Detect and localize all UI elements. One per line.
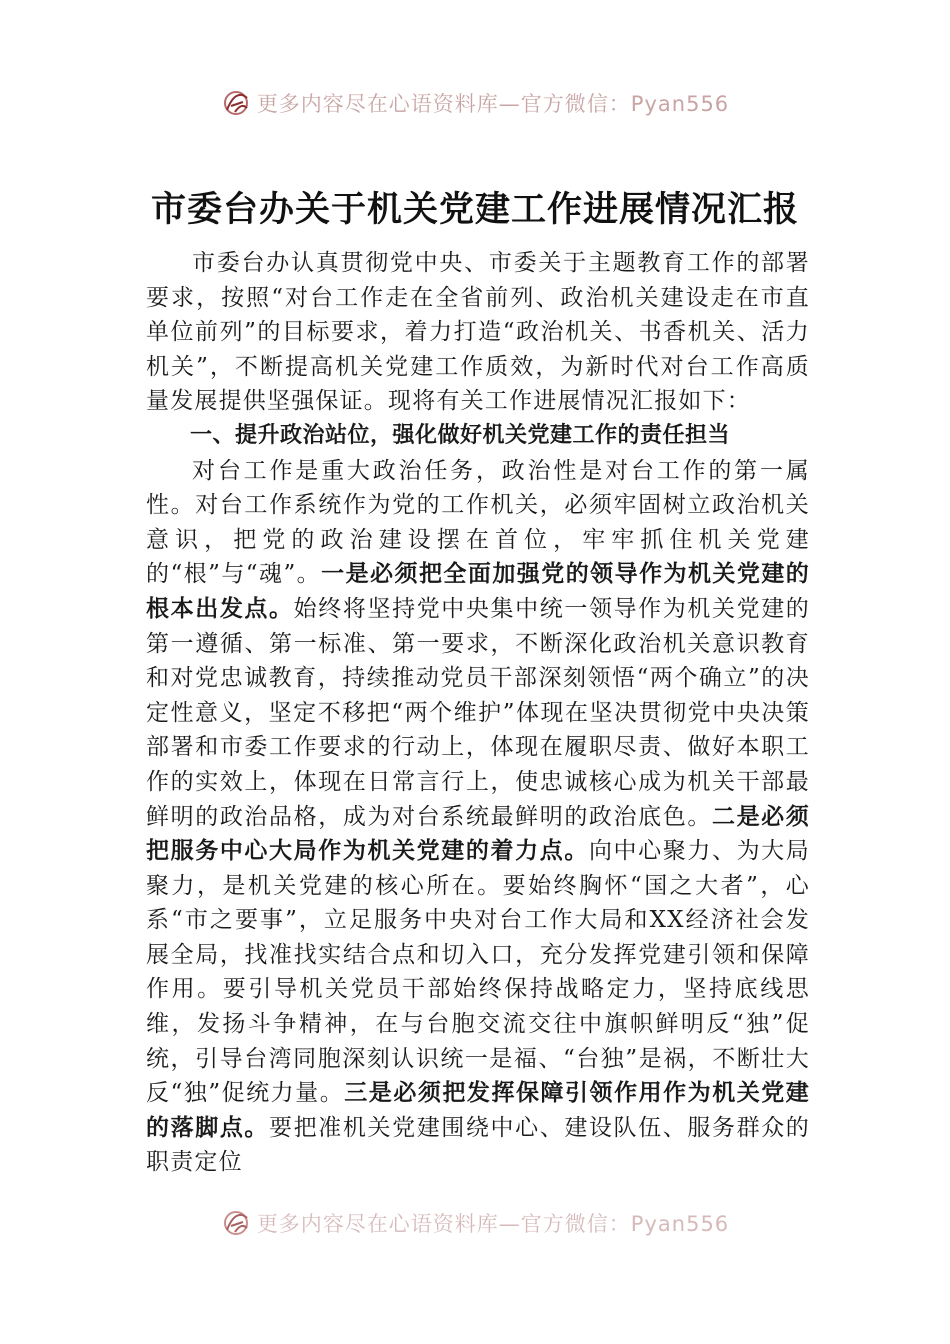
paragraph-text: 要把准机关党建围绕中心、建设队伍、服务群众的职责定位 xyxy=(146,1114,811,1176)
watermark-text: 更多内容尽在心语资料库—官方微信：Pyan556 xyxy=(256,92,730,116)
bold-point-1: 一是必须把全面加强党的领导作为机关党建的根本出发点。 xyxy=(146,561,810,622)
section-heading: 一、提升政治站位，强化做好机关党建工作的责任担当 xyxy=(190,422,731,448)
paragraph-text: 向中心聚力、为大局聚力，是机关党建的核心所在。要始终胸怀“国之大者”，心系“市之要事”，立足服务中央对台工作大局和XX经济社会发展全局，找准找实结合点和切入口，充分发挥党建引领和保障作用。要引导机关党员干部始终保持战略定力，坚持底线思维，发扬斗争精神，在与台胞交流交往中旗帜鲜明反“独”促统，引导台湾同胞深刻认识统一是福、“台独”是祸，不断壮大反“独”促统力量。 xyxy=(146,838,810,1107)
signature-logo-icon xyxy=(221,88,251,118)
watermark-bottom xyxy=(0,1208,950,1238)
signature-logo-icon xyxy=(221,1208,251,1238)
document-body xyxy=(146,246,810,1180)
intro-paragraph: 市委台办认真贯彻党中央、市委关于主题教育工作的部署要求，按照“对台工作走在全省前列、政治机关建设走在市直单位前列”的目标要求，着力打造“政治机关、书香机关、活力机关”，不断提高机关党建工作质效，为新时代对台工作高质量发展提供坚强保证。现将有关工作进展情况汇报如下： xyxy=(146,250,810,415)
bold-point-2: 二是必须把服务中心大局作为机关党建的着力点。 xyxy=(146,803,810,865)
paragraph-text: 始终将坚持党中央集中统一领导作为机关党建的第一遵循、第一标准、第一要求，不断深化政治机关意识教育和对党忠诚教育，持续推动党员干部深刻领悟“两个确立”的决定性意义，坚定不移把“两个维护”体现在坚决贯彻党中央决策部署和市委工作要求的行动上，体现在履职尽责、做好本职工作的实效上，体现在日常言行上，使忠诚核心成为机关干部最鲜明的政治品格，成为对台系统最鲜明的政治底色。 xyxy=(146,595,811,830)
watermark-text: 更多内容尽在心语资料库—官方微信：Pyan556 xyxy=(256,1212,730,1236)
section-paragraph xyxy=(146,454,810,1180)
bold-point-3: 三是必须把发挥保障引领作用作为机关党建的落脚点。 xyxy=(146,1080,810,1141)
watermark-top xyxy=(0,88,950,118)
paragraph-text: 对台工作是重大政治任务，政治性是对台工作的第一属性。对台工作系统作为党的工作机关，必须牢固树立政治机关意识，把党的政治建设摆在首位，牢牢抓住机关党建的“根”与“魂”。 xyxy=(146,457,810,588)
document-title: 市委台办关于机关党建工作进展情况汇报 xyxy=(150,189,799,230)
